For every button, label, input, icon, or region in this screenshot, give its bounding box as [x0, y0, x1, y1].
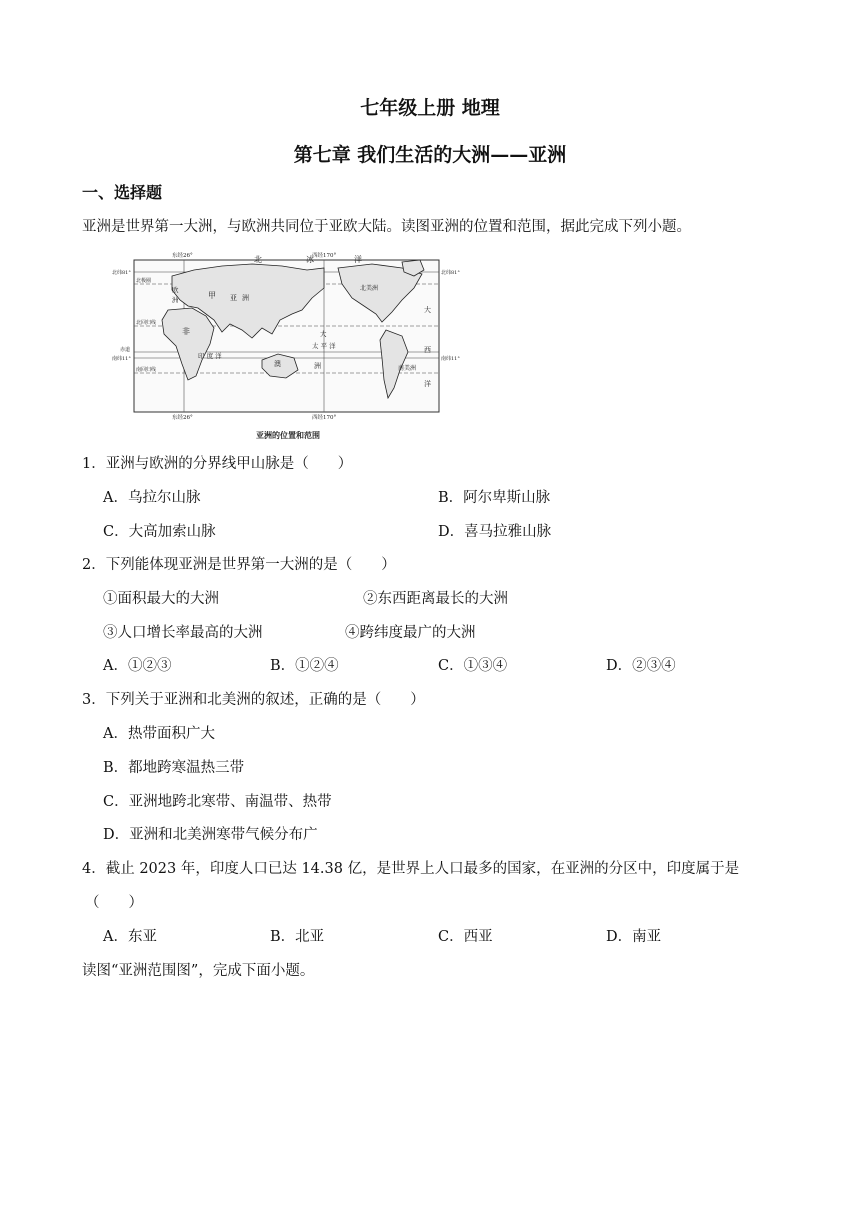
label-atlantic-1: 大: [424, 306, 431, 314]
label-da: 大: [320, 330, 327, 338]
question-3-option-d[interactable]: D．亚洲和北美洲寒带气候分布广: [103, 827, 318, 843]
section-heading: 一、选择题: [82, 183, 163, 202]
question-2-option-a[interactable]: A．①②③: [103, 658, 172, 674]
question-1-option-c[interactable]: C．大高加索山脉: [103, 524, 216, 540]
page-title: 七年级上册 地理: [360, 97, 500, 119]
question-2-option-c[interactable]: C．①③④: [438, 658, 508, 674]
label-ya-zhou: 洲: [242, 294, 249, 302]
question-4-stem: 4．截止 2023 年，印度人口已达 14.38 亿，是世界上人口最多的国家，在亚洲的分区中，印度属于是: [82, 861, 740, 877]
label-ao: 澳: [274, 360, 281, 368]
question-1-option-a[interactable]: A．乌拉尔山脉: [103, 490, 201, 506]
question-2-item-4: ④跨纬度最广的大洲: [345, 625, 476, 641]
label-north-america: 北美洲: [360, 285, 379, 292]
question-1-option-d[interactable]: D．喜马拉雅山脉: [438, 524, 552, 540]
asia-location-map: [102, 248, 474, 442]
question-4-stem-cont: （ ）: [85, 895, 143, 911]
intro-text: 亚洲是世界第一大洲，与欧洲共同位于亚欧大陆。读图亚洲的位置和范围，据此完成下列小题。: [82, 219, 691, 235]
label-indian-ocean: 印 度 洋: [198, 352, 222, 360]
label-south-america: 南美洲: [398, 365, 417, 372]
question-4-option-b[interactable]: B．北亚: [270, 929, 325, 945]
question-2-stem: 2．下列能体现亚洲是世界第一大洲的是（ ）: [82, 557, 396, 573]
label-pacific-ocean: 太 平 洋: [312, 342, 336, 350]
lat-label-tropic-cancer: 北回归线: [136, 320, 157, 326]
lat-label-equator: 赤道: [120, 347, 131, 353]
question-3-option-c[interactable]: C．亚洲地跨北寒带、南温带、热带: [103, 794, 332, 810]
question-2-item-2: ②东西距离最长的大洲: [363, 591, 508, 607]
lon-label-e26-top: 东经26°: [172, 253, 193, 259]
question-4-option-c[interactable]: C．西亚: [438, 929, 493, 945]
label-atlantic-3: 洋: [424, 380, 431, 388]
question-4-option-a[interactable]: A．东亚: [103, 929, 157, 945]
question-2-item-3: ③人口增长率最高的大洲: [103, 625, 263, 641]
label-jia: 甲: [208, 291, 216, 300]
label-yang: 洋: [354, 255, 362, 264]
lat-label-s11-left: 南纬11°: [112, 356, 131, 362]
label-bing: 冰: [306, 255, 314, 264]
label-atlantic-2: 西: [424, 346, 431, 354]
lat-label-n81-right: 北纬81°: [441, 270, 460, 276]
lat-label-arctic-circle: 北极圈: [136, 278, 152, 284]
label-ao-zhou: 洲: [314, 362, 321, 370]
label-fei: 非: [182, 327, 190, 336]
question-3-option-b[interactable]: B．都地跨寒温热三带: [103, 760, 245, 776]
label-ou: 欧: [172, 286, 179, 294]
lon-label-w170-bottom: 西经170°: [312, 415, 337, 421]
question-1-option-b[interactable]: B．阿尔卑斯山脉: [438, 490, 551, 506]
question-2-option-d[interactable]: D．②③④: [606, 658, 676, 674]
chapter-title: 第七章 我们生活的大洲——亚洲: [293, 144, 567, 166]
label-bei: 北: [254, 255, 262, 264]
question-3-option-a[interactable]: A．热带面积广大: [103, 726, 215, 742]
question-2-item-1: ①面积最大的大洲: [103, 591, 219, 607]
lon-label-w170-top: 西经170°: [312, 253, 337, 259]
lat-label-s11-right: 南纬11°: [441, 356, 460, 362]
lat-label-tropic-capricorn: 南回归线: [136, 367, 157, 373]
label-ya: 亚: [230, 294, 237, 302]
map-caption: 亚洲的位置和范围: [256, 430, 320, 440]
outro-text: 读图“亚洲范围图”，完成下面小题。: [82, 963, 315, 979]
question-3-stem: 3．下列关于亚洲和北美洲的叙述，正确的是（ ）: [82, 692, 425, 708]
question-2-option-b[interactable]: B．①②④: [270, 658, 339, 674]
question-1-stem: 1．亚洲与欧洲的分界线甲山脉是（ ）: [82, 456, 353, 472]
question-4-option-d[interactable]: D．南亚: [606, 929, 662, 945]
label-zhou: 洲: [172, 296, 179, 304]
lat-label-n81-left: 北纬81°: [112, 270, 131, 276]
lon-label-e26-bottom: 东经26°: [172, 415, 193, 421]
